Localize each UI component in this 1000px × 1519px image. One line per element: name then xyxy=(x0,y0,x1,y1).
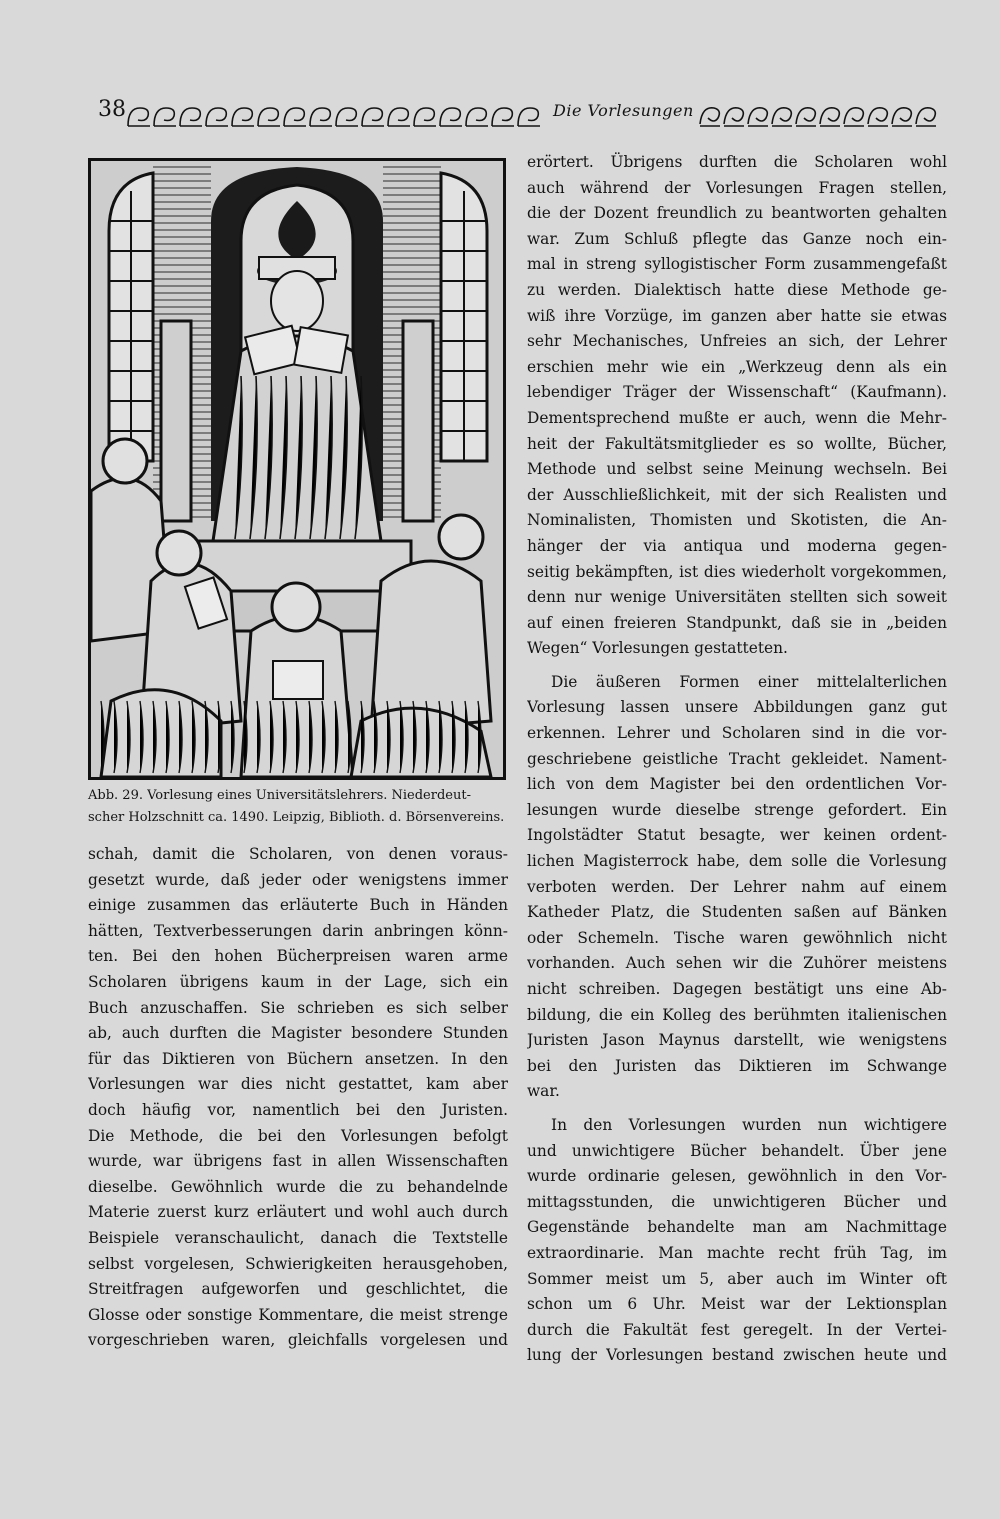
text-line: denn nur wenige Universitäten stellten sich soweit xyxy=(527,588,947,607)
text-line: bei den Juristen das Diktieren im Schwange xyxy=(527,1056,947,1075)
text-line: hänger der via antiqua und moderna gegen- xyxy=(527,536,947,555)
text-line: extraordinarie. Man machte recht früh Tag, im xyxy=(527,1243,947,1262)
text-line: war. Zum Schluß pflegte das Ganze noch ein- xyxy=(527,229,947,248)
woodcut-illustration xyxy=(88,158,506,780)
text-line: auf einen freieren Standpunkt, daß sie in „beiden xyxy=(527,613,947,632)
text-line: gesetzt wurde, daß jeder oder wenigstens immer xyxy=(88,870,508,889)
text-line: Gegenstände behandelte man am Nachmittage xyxy=(527,1218,947,1237)
text-line: In den Vorlesungen wurden nun wichtigere xyxy=(551,1115,947,1134)
text-line: lesungen wurde dieselbe strenge gefordert. Ein xyxy=(527,800,947,819)
text-line: ab, auch durften die Magister besondere Stunden xyxy=(88,1024,508,1043)
text-line: auch während der Vorlesungen Fragen stellen, xyxy=(527,178,947,197)
caption-line: scher Holzschnitt ca. 1490. Leipzig, Biblioth. d. Börsenvereins. xyxy=(88,810,505,825)
text-line: lung der Vorlesungen bestand zwischen heute und xyxy=(527,1346,947,1365)
paragraph-1 xyxy=(527,150,947,662)
text-line: vorgeschrieben waren, gleichfalls vorgelesen und xyxy=(88,1331,508,1350)
text-line: einige zusammen das erläuterte Buch in Händen xyxy=(88,896,508,915)
text-line: lich von dem Magister bei den ordentlichen Vor- xyxy=(527,775,947,794)
text-line: geschriebene geistliche Tracht gekleidet. Nament- xyxy=(527,749,947,768)
text-line: erörtert. Übrigens durften die Scholaren wohl xyxy=(527,153,947,171)
text-line: Buch anzuschaffen. Sie schrieben es sich selber xyxy=(88,998,508,1017)
text-line: schah, damit die Scholaren, von denen voraus- xyxy=(88,845,508,863)
text-line: sehr Mechanisches, Unfreies an sich, der Lehrer xyxy=(527,332,947,351)
text-line: dieselbe. Gewöhnlich wurde die zu behandelnde xyxy=(88,1177,508,1196)
text-line: und unwichtigere Bücher behandelt. Über jene xyxy=(527,1141,947,1160)
text-line: schon um 6 Uhr. Meist war der Lektionsplan xyxy=(527,1295,947,1314)
text-line: selbst vorgelesen, Schwierigkeiten herausgehoben, xyxy=(88,1254,508,1273)
text-line: Ingolstädter Statut besagte, wer keinen ordent- xyxy=(527,826,947,845)
text-line: Scholaren übrigens kaum in der Lage, sich ein xyxy=(88,972,508,991)
text-line: der Ausschließlichkeit, mit der sich Realisten und xyxy=(527,485,947,504)
page-number: 38 xyxy=(98,97,126,122)
text-line: Streitfragen aufgeworfen und geschlichtet, die xyxy=(88,1280,508,1299)
header-ornament-left xyxy=(126,102,541,132)
text-line: Glosse oder sonstige Kommentare, die meist strenge xyxy=(88,1305,508,1324)
text-line: ten. Bei den hohen Bücherpreisen waren arme xyxy=(88,947,508,966)
text-line: war. xyxy=(527,1082,560,1101)
text-line: nicht schreiben. Dagegen bestätigt uns eine Ab- xyxy=(527,980,947,998)
text-column-left xyxy=(88,842,508,1354)
figure-caption xyxy=(88,785,508,829)
text-line: seitig bekämpften, ist dies wiederholt vorgekommen, xyxy=(527,562,947,581)
text-line: lebendiger Träger der Wissenschaft“ (Kaufmann). xyxy=(527,383,947,402)
text-line: vorhanden. Auch sehen wir die Zuhörer meistens xyxy=(527,954,947,973)
text-line: wurde ordinarie gelesen, gewöhnlich in den Vor- xyxy=(527,1167,947,1186)
text-line: hätten, Textverbesserungen darin anbringen könn- xyxy=(88,921,508,940)
text-line: Dementsprechend mußte er auch, wenn die Mehr- xyxy=(527,408,947,427)
text-line: lichen Magisterrock habe, dem solle die Vorlesung xyxy=(527,852,947,871)
text-line: wiß ihre Vorzüge, im ganzen aber hatte sie etwas xyxy=(527,306,947,325)
text-column-right xyxy=(527,150,947,1369)
running-title: Die Vorlesungen xyxy=(553,101,694,120)
text-line: Materie zuerst kurz erläutert und wohl auch durch xyxy=(88,1203,508,1222)
text-line: Wegen“ Vorlesungen gestatteten. xyxy=(527,639,788,658)
text-line: die der Dozent freundlich zu beantworten gehalten xyxy=(527,204,947,223)
text-line: wurde, war übrigens fast in allen Wissenschaften xyxy=(88,1152,508,1171)
text-line: doch häufig vor, namentlich bei den Juristen. xyxy=(88,1100,508,1119)
text-line: zu werden. Dialektisch hatte diese Methode ge- xyxy=(527,280,947,299)
text-line: durch die Fakultät fest geregelt. In der Vertei- xyxy=(527,1320,947,1339)
text-line: Die äußeren Formen einer mittelalterlichen xyxy=(551,672,947,691)
header-ornament-right xyxy=(698,102,946,132)
text-line: Methode und selbst seine Meinung wechseln. Bei xyxy=(527,460,947,479)
text-line: Juristen Jason Maynus darstellt, wie wenigstens xyxy=(527,1031,947,1050)
text-line: Nominalisten, Thomisten und Skotisten, die An- xyxy=(527,511,947,530)
text-line: Beispiele veranschaulicht, danach die Textstelle xyxy=(88,1228,508,1247)
text-line: verboten werden. Der Lehrer nahm auf einem xyxy=(527,877,947,896)
woodcut-lecture-scene xyxy=(91,161,503,777)
text-line: erschien mehr wie ein „Werkzeug denn als ein xyxy=(527,357,947,376)
text-line: oder Schemeln. Tische waren gewöhnlich nicht xyxy=(527,928,947,947)
text-line: für das Diktieren von Büchern ansetzen. In den xyxy=(88,1049,508,1068)
text-line: heit der Fakultätsmitglieder es so wollte, Bücher, xyxy=(527,434,947,453)
text-line: erkennen. Lehrer und Scholaren sind in die vor- xyxy=(527,724,947,743)
text-line: Sommer meist um 5, aber auch im Winter oft xyxy=(527,1269,947,1288)
text-line: Katheder Platz, die Studenten saßen auf Bänken xyxy=(527,903,947,922)
text-line: mal in streng syllogistischer Form zusammengefaßt xyxy=(527,255,947,274)
paragraph-3 xyxy=(527,1113,947,1369)
running-header xyxy=(98,96,946,138)
caption-line: Abb. 29. Vorlesung eines Universitätslehrers. Niederdeut- xyxy=(88,788,471,803)
text-line: Vorlesung lassen unsere Abbildungen ganz gut xyxy=(527,698,947,717)
text-line: mittagsstunden, die unwichtigeren Bücher und xyxy=(527,1192,947,1211)
text-line: Die Methode, die bei den Vorlesungen befolgt xyxy=(88,1126,508,1145)
paragraph-2 xyxy=(527,670,947,1105)
text-line: Vorlesungen war dies nicht gestattet, kam aber xyxy=(88,1075,508,1094)
text-line: bildung, die ein Kolleg des berühmten italienischen xyxy=(527,1005,947,1024)
